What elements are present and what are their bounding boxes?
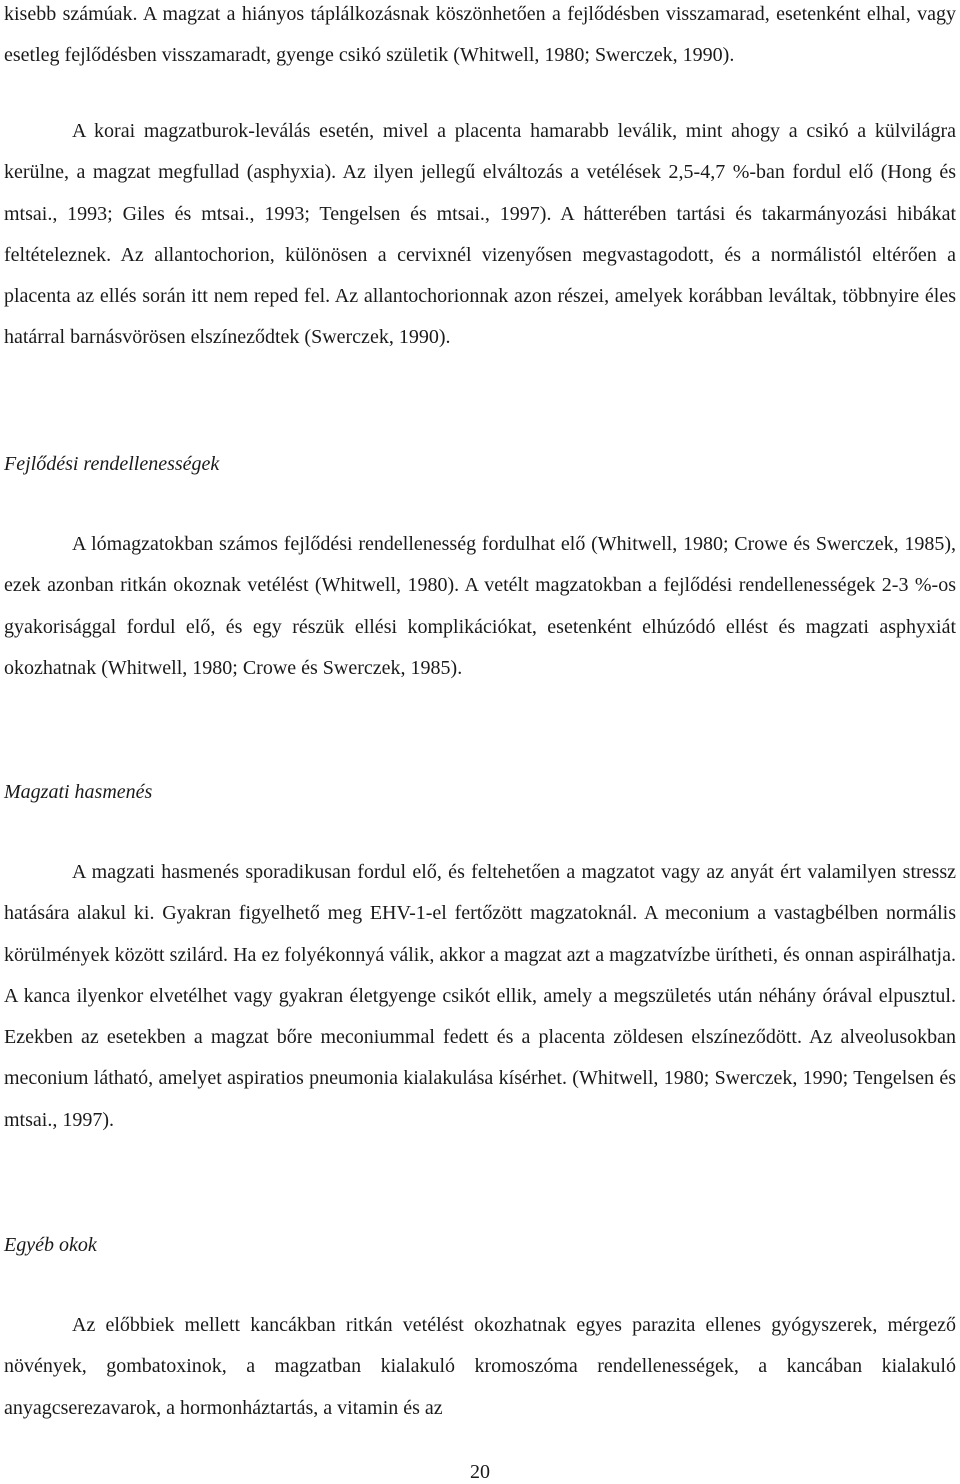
paragraph-continuation: kisebb számúak. A magzat a hiányos táplálkozásnak köszönhetően a fejlődésben visszamarad, esetenként elhal, vagy esetleg fejlődésben visszamaradt, gyenge csikó születik (Whitwell, 1980; Swerczek, 1990). — [4, 3, 956, 67]
section-heading-other-causes: Egyéb okok — [4, 1234, 97, 1256]
section-heading-fetal-diarrhea: Magzati hasmenés — [4, 781, 153, 803]
paragraph-placenta-separation: A korai magzatburok-leválás esetén, mivel a placenta hamarabb leválik, mint ahogy a csikó a külvilágra kerülne, a magzat megfullad (asphyxia). Az ilyen jellegű elváltozás a vetélések 2,5-4,7 %-ban fordul elő (Hong és mtsai., 1993; Giles és mtsai., 1993; Tengelsen és mtsai., 1997). A hátterében tartási és takarmányozási hibákat feltételeznek. Az allantochorion, különösen a cervixnél vizenyősen megvastagodott, és a normálistól eltérően a placenta az ellés során itt nem reped fel. Az allantochorionnak azon részei, amelyek korábban leváltak, többnyire éles határral barnásvörösen elszíneződtek (Swerczek, 1990). — [4, 120, 956, 349]
paragraph-developmental-abnormalities: A lómagzatokban számos fejlődési rendellenesség fordulhat elő (Whitwell, 1980; Crowe és Swerczek, 1985), ezek azonban ritkán okoznak vetélést (Whitwell, 1980). A vetélt magzatokban a fejlődési rendellenességek 2-3 %-os gyakorisággal fordul elő, és egy részük ellési komplikációkat, esetenként elhúzódó ellést és magzati asphyxiát okozhatnak (Whitwell, 1980; Crowe és Swerczek, 1985). — [4, 533, 956, 679]
paragraph-fetal-diarrhea: A magzati hasmenés sporadikusan fordul elő, és feltehetően a magzatot vagy az anyát ért valamilyen stressz hatására alakul ki. Gyakran figyelhető meg EHV-1-el fertőzött magzatoknál. A meconium a vastagbélben normális körülmények között szilárd. Ha ez folyékonnyá válik, akkor a magzat azt a magzatvízbe ürítheti, és onnan aspirálhatja. A kanca ilyenkor elvetélhet vagy gyakran életgyenge csikót ellik, amely a megszületés után néhány órával elpusztul. Ezekben az esetekben a magzat bőre meconiummal fedett és a placenta zöldesen elszíneződött. Az alveolusokban meconium látható, amelyet aspiratios pneumonia kialakulása kísérhet. (Whitwell, 1980; Swerczek, 1990; Tengelsen és mtsai., 1997). — [4, 861, 956, 1131]
paragraph-other-causes: Az előbbiek mellett kancákban ritkán vetélést okozhatnak egyes parazita ellenes gyógyszerek, mérgező növények, gombatoxinok, a magzatban kialakuló kromoszóma rendellenességek, a kancában kialakuló anyagcserezavarok, a hormonháztartás, a vitamin és az — [4, 1314, 956, 1419]
section-heading-developmental-abnormalities: Fejlődési rendellenességek — [4, 453, 220, 475]
page-number: 20 — [470, 1461, 490, 1483]
